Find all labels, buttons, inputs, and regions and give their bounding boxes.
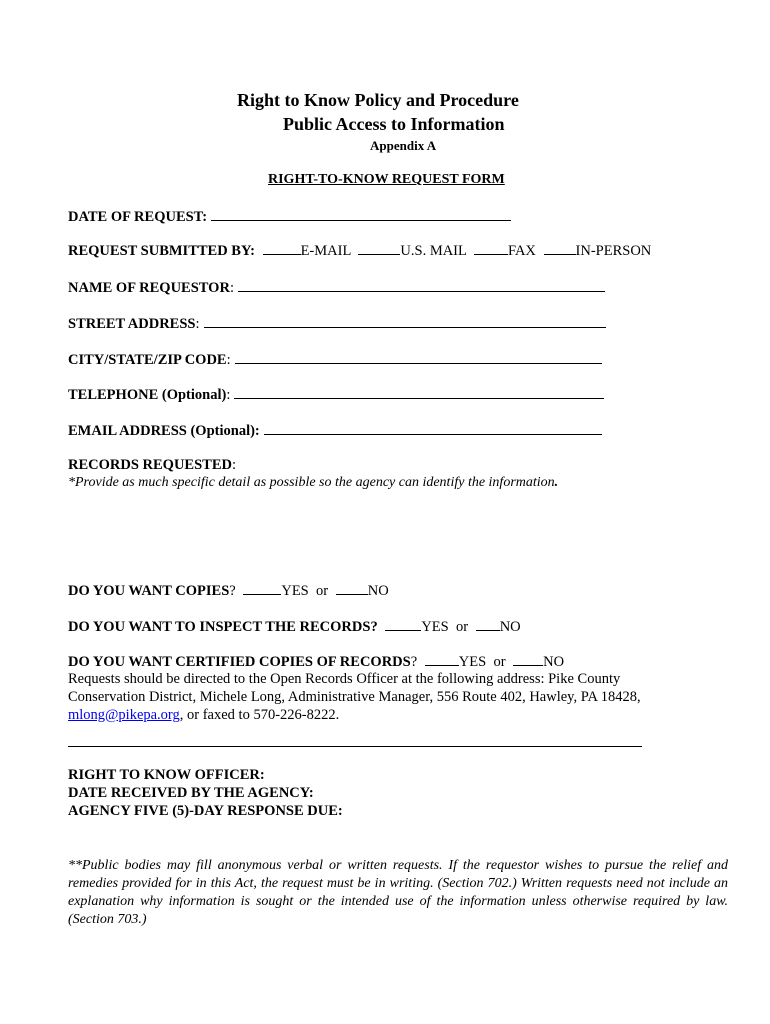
option-us-mail: U.S. MAIL — [400, 243, 467, 259]
copies-row — [68, 582, 389, 600]
in-person-check-line[interactable] — [544, 242, 576, 255]
telephone-label: TELEPHONE (Optional) — [68, 387, 227, 403]
directions-fax: , or faxed to 570-226-8222. — [179, 707, 340, 723]
city-colon: : — [226, 352, 231, 368]
certified-question: DO YOU WANT CERTIFIED COPIES OF RECORDS — [68, 654, 411, 670]
email-label: EMAIL ADDRESS (Optional): — [68, 423, 260, 439]
certified-or: or — [493, 654, 506, 670]
street-colon: : — [195, 316, 200, 332]
date-of-request-row — [68, 207, 511, 226]
directions-line-2: Conservation District, Michele Long, Administrative Manager, 556 Route 402, Hawley, PA 18428, — [68, 689, 641, 705]
street-field[interactable] — [204, 314, 606, 328]
inspect-row — [68, 618, 521, 636]
certified-yes: YES — [458, 654, 487, 670]
records-label: RECORDS REQUESTED — [68, 457, 232, 473]
copies-qmark: ? — [229, 583, 236, 599]
option-email: E-MAIL — [300, 243, 351, 259]
inspect-yes: YES — [421, 619, 449, 635]
form-title-text: RIGHT-TO-KNOW REQUEST FORM — [268, 172, 505, 187]
records-requested-area[interactable] — [68, 496, 708, 576]
records-hint-period: . — [554, 475, 559, 490]
telephone-field[interactable] — [234, 385, 604, 399]
submitted-by-label: REQUEST SUBMITTED BY: — [68, 243, 255, 259]
officer-email-link[interactable]: mlong@pikepa.org — [68, 707, 180, 723]
name-label: NAME OF REQUESTOR — [68, 280, 230, 296]
email-check-line[interactable] — [263, 242, 301, 255]
option-fax: FAX — [507, 243, 536, 259]
records-hint-text: *Provide as much specific detail as possible so the agency can identify the information — [68, 475, 555, 490]
name-field[interactable] — [238, 278, 605, 292]
name-row — [68, 278, 605, 297]
copies-yes: YES — [281, 583, 309, 599]
date-received-label: DATE RECEIVED BY THE AGENCY: — [68, 785, 314, 801]
response-due-label: AGENCY FIVE (5)-DAY RESPONSE DUE: — [68, 803, 343, 819]
date-of-request-field[interactable] — [211, 207, 511, 221]
records-requested-heading — [68, 457, 236, 474]
city-field[interactable] — [235, 350, 602, 364]
copies-question: DO YOU WANT COPIES — [68, 583, 230, 599]
street-label: STREET ADDRESS — [68, 316, 196, 332]
fax-check-line[interactable] — [474, 242, 508, 255]
email-field[interactable] — [264, 421, 602, 435]
directions-line-3 — [68, 707, 339, 724]
copies-no: NO — [367, 583, 389, 599]
certified-row — [68, 653, 564, 671]
records-hint — [68, 475, 558, 491]
name-colon: : — [229, 280, 234, 296]
certified-no: NO — [543, 654, 565, 670]
telephone-row — [68, 385, 604, 404]
certified-yes-line[interactable] — [425, 653, 459, 666]
certified-qmark: ? — [410, 654, 418, 670]
directions-line-1: Requests should be directed to the Open Records Officer at the following address: Pike County — [68, 671, 621, 687]
certified-no-line[interactable] — [513, 653, 543, 666]
telephone-colon: : — [226, 387, 231, 403]
policy-subtitle: Public Access to Information — [283, 114, 505, 134]
inspect-yes-line[interactable] — [385, 618, 421, 631]
divider-line — [68, 746, 642, 747]
mail-check-line[interactable] — [358, 242, 400, 255]
records-colon: : — [231, 457, 236, 473]
officer-label: RIGHT TO KNOW OFFICER: — [68, 767, 265, 783]
street-row — [68, 314, 606, 333]
city-label: CITY/STATE/ZIP CODE — [68, 352, 227, 368]
appendix-label: Appendix A — [370, 138, 437, 153]
date-of-request-label: DATE OF REQUEST: — [68, 209, 208, 225]
inspect-no: NO — [499, 619, 521, 635]
option-in-person: IN-PERSON — [575, 243, 652, 259]
copies-yes-line[interactable] — [243, 582, 281, 595]
copies-or: or — [316, 583, 329, 599]
policy-title: Right to Know Policy and Procedure — [237, 90, 519, 110]
inspect-or: or — [455, 619, 469, 635]
submitted-by-row — [68, 242, 651, 260]
email-row — [68, 421, 602, 440]
footnote-paragraph: **Public bodies may fill anonymous verbal or written requests. If the requestor wishes to pursue the relief and remedies provided for in this Act, the request must be in writing. (Section 702.) Written requests need not include an explanation why information is sought or the intended use of the information unless otherwise required by law. (Section 703.) — [68, 858, 728, 927]
copies-no-line[interactable] — [336, 582, 368, 595]
form-title — [268, 172, 505, 188]
city-row — [68, 350, 602, 369]
inspect-question: DO YOU WANT TO INSPECT THE RECORDS? — [68, 619, 378, 635]
inspect-no-line[interactable] — [476, 618, 500, 631]
